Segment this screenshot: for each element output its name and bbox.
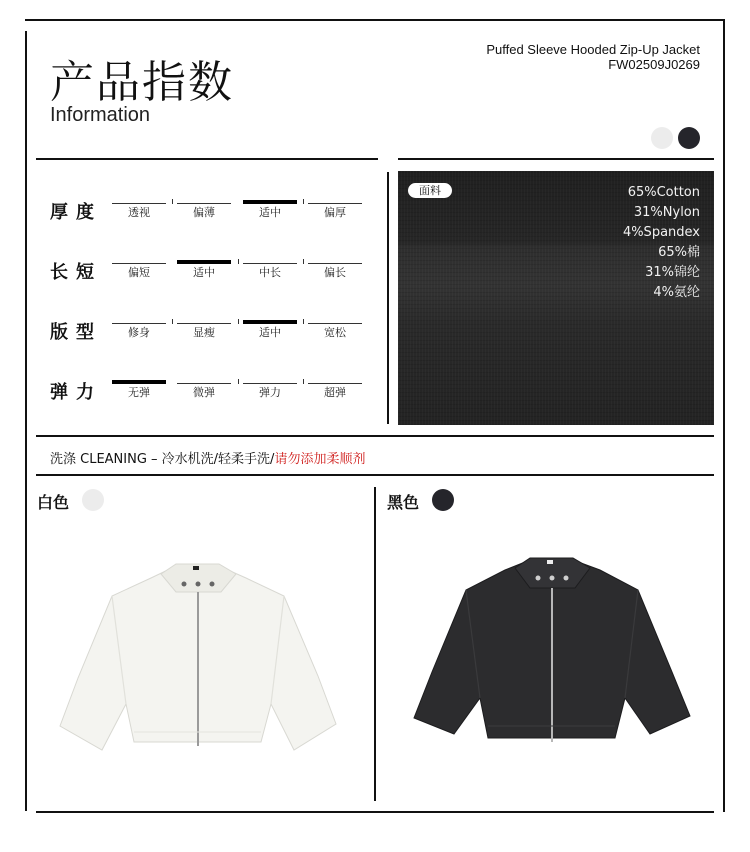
left-border [25, 31, 27, 811]
attribute-option-selected: 无弹 [112, 383, 166, 400]
attribute-option: 修身 [112, 323, 166, 340]
attribute-option: 微弹 [177, 383, 231, 400]
attribute-option: 中长 [243, 263, 297, 280]
color-label-black: 黑色 [387, 493, 420, 512]
attribute-option: 超弹 [308, 383, 362, 400]
fabric-swatch-image [398, 171, 714, 425]
scale-tick [303, 379, 304, 384]
product-name: Puffed Sleeve Hooded Zip-Up Jacket [486, 42, 700, 57]
header-divider-left [36, 158, 378, 160]
attribute-option: 宽松 [308, 323, 362, 340]
fabric-tag: 面料 [408, 183, 452, 198]
right-border [723, 19, 725, 812]
black-jacket-image [410, 556, 694, 756]
attribute-option-selected: 适中 [243, 203, 297, 220]
header-divider-right [398, 158, 714, 160]
composition-line: 4%Spandex [622, 225, 700, 240]
attribute-label: 版型 [50, 322, 102, 343]
composition-line: 65%棉 [658, 245, 700, 260]
color-vertical-divider [374, 487, 376, 801]
attributes-vertical-divider [387, 172, 389, 424]
scale-tick [303, 259, 304, 264]
fabric-composition [623, 183, 700, 303]
attribute-option: 偏短 [112, 263, 166, 280]
color-label-white: 白色 [37, 493, 70, 512]
color-swatch-white[interactable] [82, 489, 104, 511]
attribute-label: 厚度 [50, 202, 102, 223]
composition-line: 31%锦纶 [645, 265, 700, 280]
composition-line: 65%Cotton [627, 185, 700, 200]
product-info [486, 42, 700, 72]
product-code: FW02509J0269 [608, 57, 700, 72]
page-title: 产品指数 [50, 57, 234, 108]
attribute-option: 偏薄 [177, 203, 231, 220]
attribute-option: 偏厚 [308, 203, 362, 220]
swatch-black[interactable] [678, 127, 700, 149]
scale-tick [238, 259, 239, 264]
composition-line: 4%氨纶 [653, 285, 700, 300]
scale-tick [238, 379, 239, 384]
care-top-divider [36, 435, 714, 437]
scale-tick [172, 199, 173, 204]
scale-tick [238, 319, 239, 324]
care-text: 洗涤 CLEANING – 冷水机洗/轻柔手洗/ [50, 452, 275, 467]
scale-tick [303, 319, 304, 324]
attribute-option: 透视 [112, 203, 166, 220]
care-warning: 请勿添加柔顺剂 [274, 452, 366, 467]
care-instructions [50, 448, 365, 467]
composition-line: 31%Nylon [633, 205, 700, 220]
page-subtitle: Information [50, 104, 151, 126]
attribute-option: 显瘦 [177, 323, 231, 340]
attribute-option-selected: 适中 [177, 263, 231, 280]
attribute-option: 偏长 [308, 263, 362, 280]
white-jacket-image [56, 556, 340, 756]
scale-tick [172, 319, 173, 324]
bottom-border [36, 811, 714, 813]
scale-tick [303, 199, 304, 204]
top-border [25, 19, 725, 21]
swatch-white[interactable] [651, 127, 673, 149]
attribute-label: 弹力 [50, 382, 102, 403]
color-swatch-black[interactable] [432, 489, 454, 511]
attribute-option-selected: 适中 [243, 323, 297, 340]
attribute-label: 长短 [50, 262, 102, 283]
attribute-option: 弹力 [243, 383, 297, 400]
care-bottom-divider [36, 474, 714, 476]
